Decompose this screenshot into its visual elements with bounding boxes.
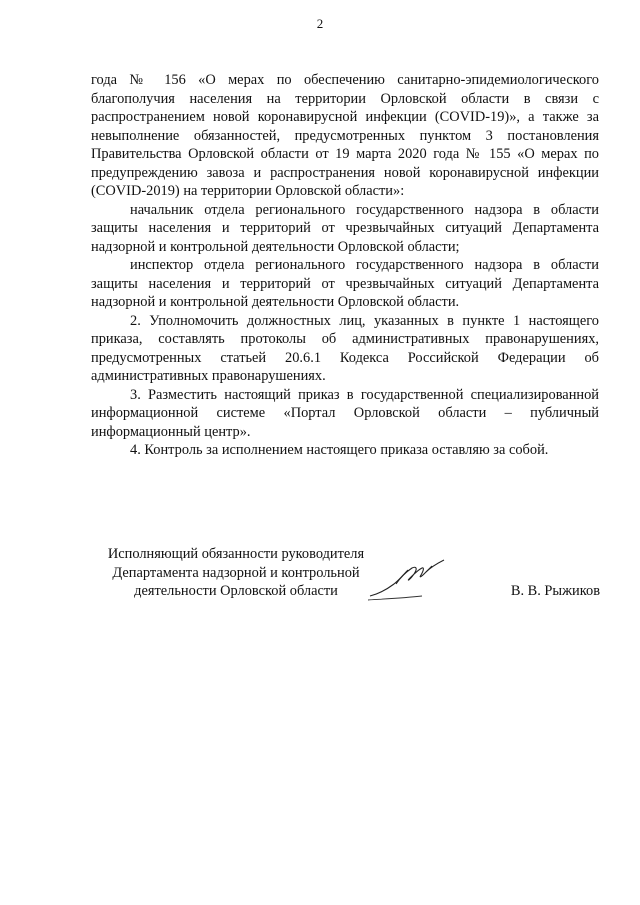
page-number: 2	[316, 16, 324, 31]
paragraph-item-2: 2. Уполномочить должностных лиц, указанных в пункте 1 настоящего приказа, составлять протоколы об административных правонарушениях, предусмотренных статьей 20.6.1 Кодекса Российской Федерации об административных правонарушениях.	[91, 312, 599, 384]
signatory-position-line-3: деятельности Орловской области	[134, 583, 338, 599]
paragraph-item-3: 3. Разместить настоящий приказ в государственной специализированной информационной системе «Портал Орловской области – публичный информационный центр».	[91, 386, 599, 440]
paragraph-continuation: года № 156 «О мерах по обеспечению санитарно-эпидемиологического благополучия населения на территории Орловской области в связи с распространением новой коронавирусной инфекции (COVID-19)», а также за невыполнение обязанностей, предусмотренных пунктом 3 постановления Правительства Орловской области от 19 марта 2020 года № 155 «О мерах по предупреждению завоза и распространения новой коронавирусной инфекции (COVID-2019) на территории Орловской области»:	[91, 72, 599, 199]
signatory-position-line-1: Исполняющий обязанности руководителя	[107, 546, 365, 562]
signer-name: В. В. Рыжиков	[510, 583, 600, 599]
paragraph-official-head: начальник отдела регионального государственного надзора в области защиты населения и территорий от чрезвычайных ситуаций Департамента надзорной и контрольной деятельности Орловской области;	[91, 201, 599, 255]
paragraph-item-4: 4. Контроль за исполнением настоящего приказа оставляю за собой.	[130, 442, 549, 458]
paragraph-official-inspector: инспектор отдела регионального государственного надзора в области защиты населения и территорий от чрезвычайных ситуаций Департамента надзорной и контрольной деятельности Орловской области.	[91, 257, 599, 310]
handwritten-signature-icon	[364, 550, 460, 606]
signatory-position-line-2: Департамента надзорной и контрольной	[112, 564, 360, 581]
document-body	[91, 71, 599, 460]
signatory-position	[91, 545, 381, 601]
